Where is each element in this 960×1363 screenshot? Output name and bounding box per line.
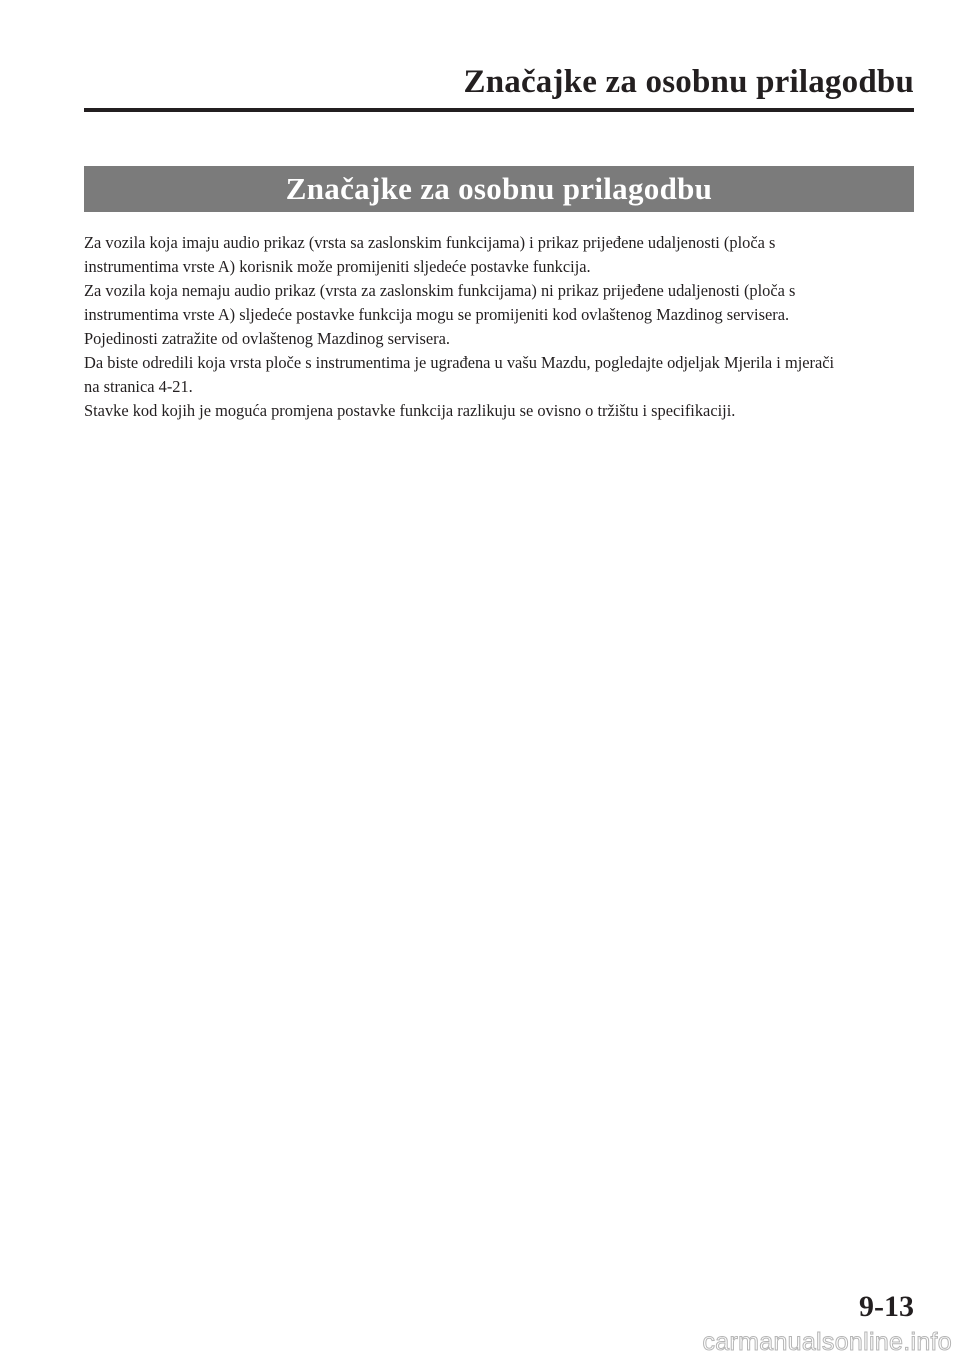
watermark: carmanualsonline.info [702,1328,952,1356]
body-line-6: Da biste odredili koja vrsta ploče s instrumentima je ugrađena u vašu Mazdu, pogledajte odjeljak Mjerila i mjerači [84,353,835,372]
page-number: 9-13 [859,1290,914,1323]
body-text [84,231,914,423]
body-line-7: na stranica 4-21. [84,377,193,396]
header-rule [84,108,914,112]
body-line-5: Pojedinosti zatražite od ovlaštenog Mazdinog servisera. [84,329,450,348]
chapter-title: Značajke za osobnu prilagodbu [463,64,914,100]
body-line-1: Za vozila koja imaju audio prikaz (vrsta sa zaslonskim funkcijama) i prikaz prijeđene udaljenosti (ploča s [84,233,776,252]
section-title: Značajke za osobnu prilagodbu [285,171,713,206]
body-line-3: Za vozila koja nemaju audio prikaz (vrsta za zaslonskim funkcijama) ni prikaz prijeđene udaljenosti (ploča s [84,281,796,300]
section-banner [84,166,914,212]
body-line-4: instrumentima vrste A) sljedeće postavke funkcija mogu se promijeniti kod ovlaštenog Mazdinog servisera. [84,305,790,324]
chapter-header [84,58,914,112]
body-line-8: Stavke kod kojih je moguća promjena postavke funkcija razlikuju se ovisno o tržištu i specifikaciji. [84,401,736,420]
body-line-2: instrumentima vrste A) korisnik može promijeniti sljedeće postavke funkcija. [84,257,591,276]
